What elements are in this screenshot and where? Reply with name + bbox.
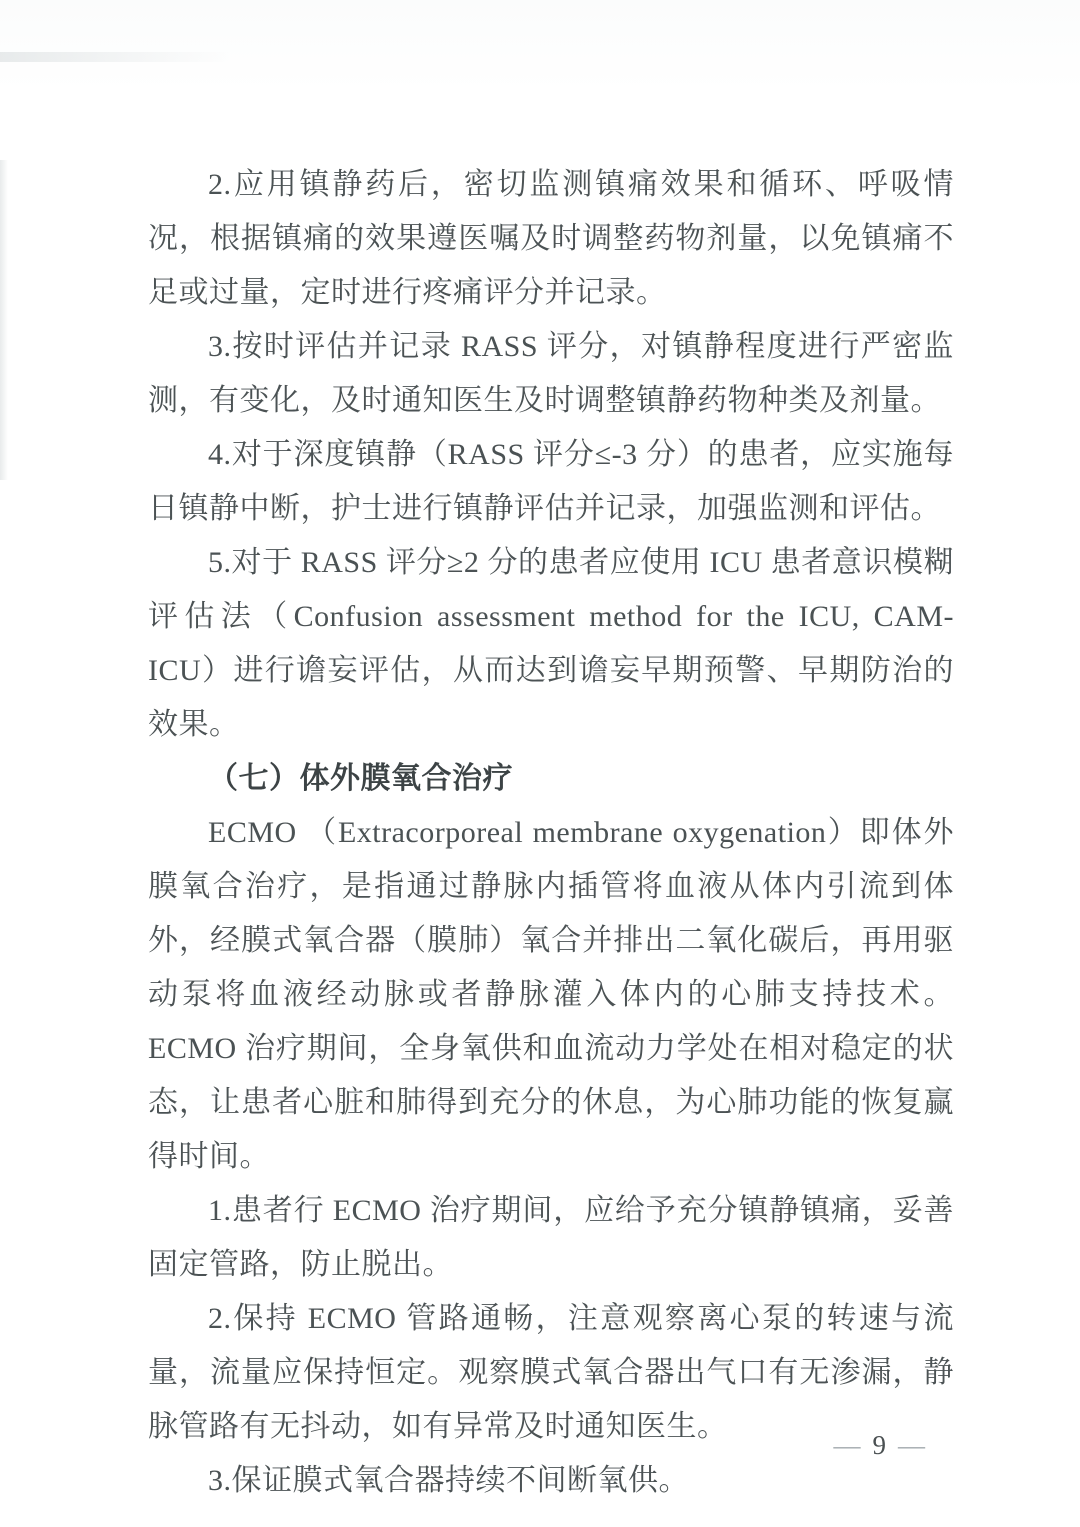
page-number-dash-right: — [898,1430,927,1460]
document-body [148,158,954,1508]
paragraph: ECMO （Extracorporeal membrane oxygenation）即体外膜氧合治疗，是指通过静脉内插管将血液从体内引流到体外，经膜式氧合器（膜肺）氧合并排出二氧化碳后，再用驱动泵将血液经动脉或者静脉灌入体内的心肺支持技术。ECMO 治疗期间，全身氧供和血流动力学处在相对稳定的状态，让患者心脏和肺得到充分的休息，为心肺功能的恢复赢得时间。 [148,816,954,1173]
section-heading: （七）体外膜氧合治疗 [208,762,513,795]
paragraph: 1.患者行 ECMO 治疗期间，应给予充分镇静镇痛，妥善固定管路，防止脱出。 [148,1194,954,1281]
page-footer [824,1430,938,1461]
paragraph: 2.应用镇静药后，密切监测镇痛效果和循环、呼吸情况，根据镇痛的效果遵医嘱及时调整药物剂量，以免镇痛不足或过量，定时进行疼痛评分并记录。 [148,168,954,309]
paragraph: 2.保持 ECMO 管路通畅，注意观察离心泵的转速与流量，流量应保持恒定。观察膜式氧合器出气口有无渗漏，静脉管路有无抖动，如有异常及时通知医生。 [148,1302,954,1443]
paragraph: 3.保证膜式氧合器持续不间断氧供。 [208,1464,689,1497]
scan-artifact [0,52,230,62]
page-number: 9 [872,1430,888,1460]
page-number-dash-left: — [833,1430,863,1460]
paragraph: 3.按时评估并记录 RASS 评分，对镇静程度进行严密监测，有变化，及时通知医生及时调整镇静药物种类及剂量。 [148,330,954,417]
paragraph: 4.对于深度镇静（RASS 评分≤-3 分）的患者，应实施每日镇静中断，护士进行镇静评估并记录，加强监测和评估。 [148,438,954,525]
scan-artifact [0,160,8,480]
paragraph: 5.对于 RASS 评分≥2 分的患者应使用 ICU 患者意识模糊评估法（Confusion assessment method for the ICU, CAM-ICU）进行谵妄评估，从而达到谵妄早期预警、早期防治的效果。 [148,546,954,741]
